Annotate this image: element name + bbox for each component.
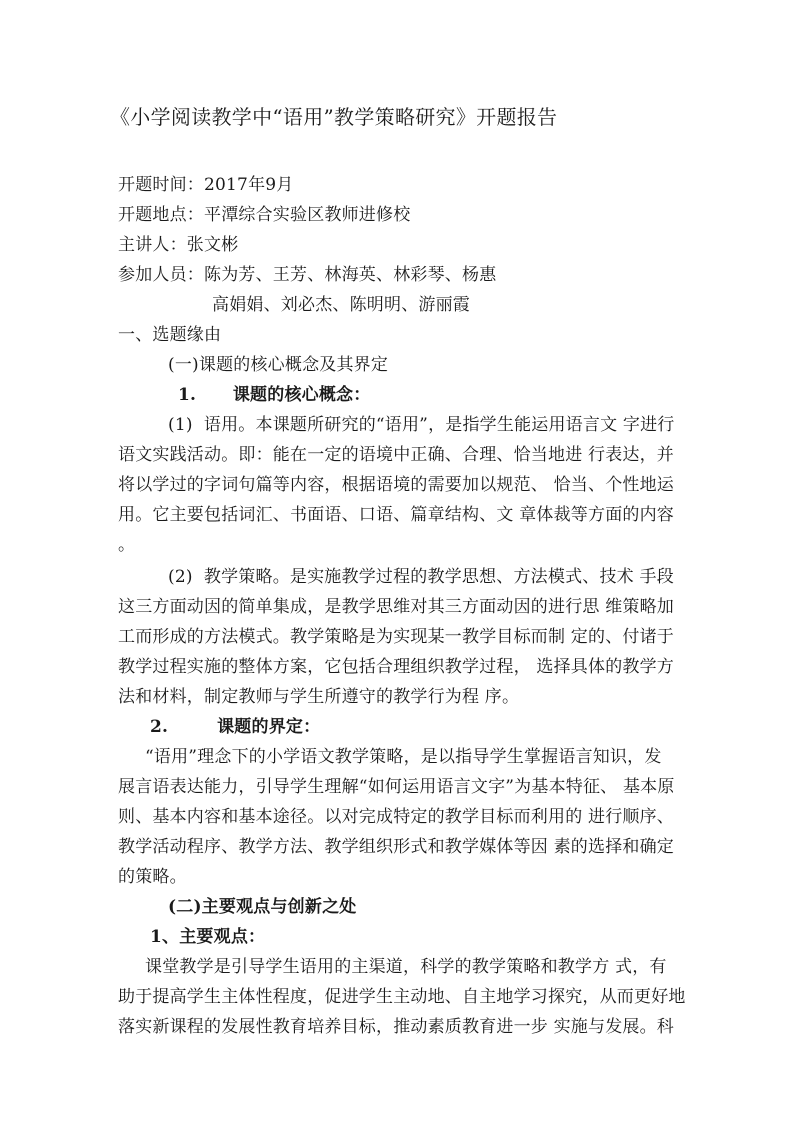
meta-speaker: 主讲人：张文彬 xyxy=(118,235,239,255)
item-heading: 2. 课题的界定： xyxy=(150,717,321,737)
paragraph-line: (1) 语用。本课题所研究的“语用”，是指学生能运用语言文 字进行 xyxy=(168,415,675,435)
paragraph-line: 助于提高学生主体性程度，促进学生主动地、自主地学习探究，从而更好地 xyxy=(118,987,686,1007)
paragraph-line: 的策略。 xyxy=(118,867,187,887)
paragraph-line: 课堂教学是引导学生语用的主渠道，科学的教学策略和教学方 式，有 xyxy=(145,957,667,977)
subsection-heading: (二)主要观点与创新之处 xyxy=(168,897,357,917)
document-title: 《小学阅读教学中“语用”教学策略研究》开题报告 xyxy=(110,105,558,129)
item-heading: 1、主要观点： xyxy=(150,927,266,947)
meta-place: 开题地点：平潭综合实验区教师进修校 xyxy=(118,205,411,225)
paragraph-line: 。 xyxy=(118,535,136,555)
paragraph-line: 用。它主要包括词汇、书面语、口语、篇章结构、文 章体裁等方面的内容 xyxy=(118,505,675,525)
item-heading: 1. 课题的核心概念： xyxy=(178,385,371,405)
paragraph-line: 工而形成的方法模式。教学策略是为实现某一教学目标而制 定的、付诸于 xyxy=(118,627,675,647)
paragraph-line: 法和材料，制定教师与学生所遵守的教学行为程 序。 xyxy=(118,687,520,707)
section-heading: 一、选题缘由 xyxy=(118,325,222,345)
paragraph-line: 语文实践活动。即：能在一定的语境中正确、合理、恰当地进 行表达，并 xyxy=(118,445,675,465)
subsection-heading: (一)课题的核心概念及其界定 xyxy=(168,355,389,375)
paragraph-line: (2) 教学策略。是实施教学过程的教学思想、方法模式、技术 手段 xyxy=(168,567,674,587)
paragraph-line: 这三方面动因的简单集成，是教学思维对其三方面动因的进行思 维策略加 xyxy=(118,597,675,617)
paragraph-line: 教学过程实施的整体方案，它包括合理组织教学过程， 选择具体的教学方 xyxy=(118,657,675,677)
paragraph-line: 则、基本内容和基本途径。以对完成特定的教学目标而利用的 进行顺序、 xyxy=(118,807,675,827)
meta-participants-2: 高娟娟、刘必杰、陈明明、游丽霞 xyxy=(212,295,470,315)
meta-participants-1: 参加人员：陈为芳、王芳、林海英、林彩琴、杨惠 xyxy=(118,265,497,285)
paragraph-line: 将以学过的字词句篇等内容，根据语境的需要加以规范、 恰当、个性地运 xyxy=(118,475,675,495)
paragraph-line: 教学活动程序、教学方法、教学组织形式和教学媒体等因 素的选择和确定 xyxy=(118,837,675,857)
paragraph-line: 落实新课程的发展性教育培养目标，推动素质教育进一步 实施与发展。科 xyxy=(118,1017,675,1037)
meta-time: 开题时间：2017年9月 xyxy=(118,175,294,195)
paragraph-line: 展言语表达能力，引导学生理解“如何运用语言文字”为基本特征、 基本原 xyxy=(118,777,675,797)
paragraph-line: “语用”理念下的小学语文教学策略，是以指导学生掌握语言知识，发 xyxy=(145,747,662,767)
